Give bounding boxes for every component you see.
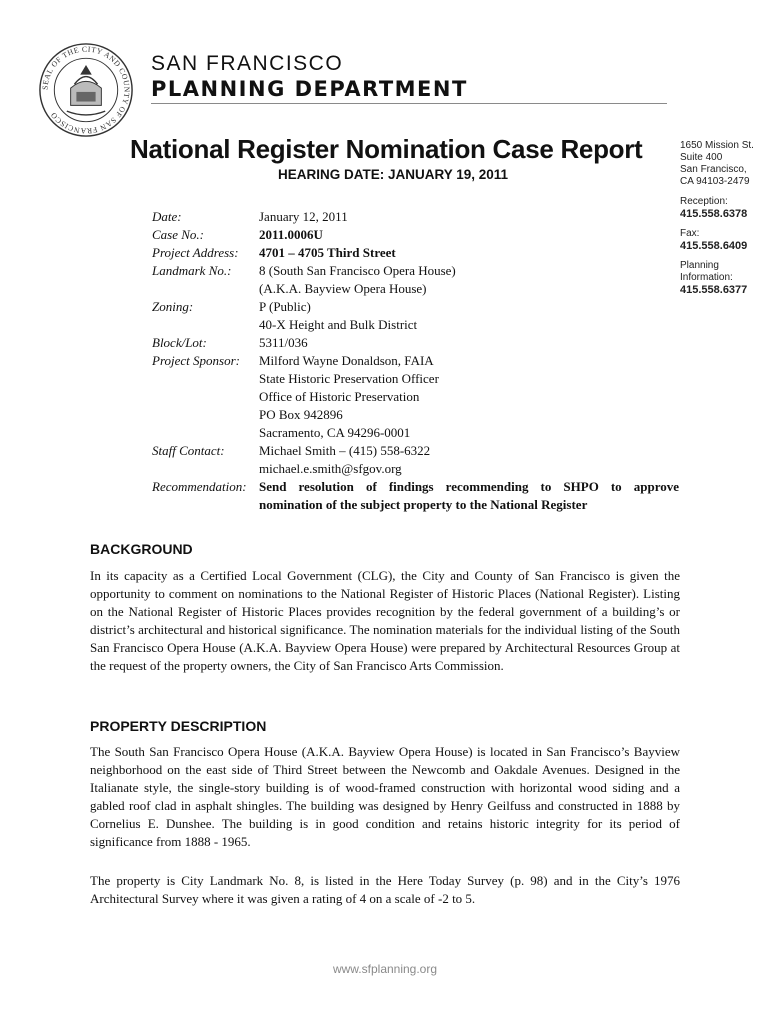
fax-contact <box>680 228 768 252</box>
property-description-heading: PROPERTY DESCRIPTION <box>90 718 267 734</box>
case-value: 2011.0006U <box>259 227 323 242</box>
sponsor-line: State Historic Preservation Officer <box>259 371 439 386</box>
header-divider <box>151 103 667 104</box>
info-row-landmark <box>152 262 679 298</box>
department-name-line2: PLANNING DEPARTMENT <box>151 77 468 101</box>
info-row-sponsor <box>152 352 679 442</box>
info-row-zoning <box>152 298 679 334</box>
website-footer: www.sfplanning.org <box>332 962 438 976</box>
zoning-line: 40-X Height and Bulk District <box>259 317 418 332</box>
info-row-date <box>152 208 679 226</box>
case-info-table <box>152 208 679 514</box>
background-heading: BACKGROUND <box>90 541 193 557</box>
background-paragraph: In its capacity as a Certified Local Government (CLG), the City and County of San Francisco is given the opportunity to comment on nominations to the National Register of Historic Places (National Register). Listing on the National Register of Historic Places provides recognition by the federal government of a building’s or district’s architectural and historical significance. The nomination materials for the individual listing of the South San Francisco Opera House (A.K.A. Bayview Opera House) were prepared by Architectural Resources Group at the request of the property owners, the City of San Francisco Arts Commission. <box>90 568 680 673</box>
date-label: Date: <box>152 209 182 224</box>
recommendation-label: Recommendation: <box>152 479 247 494</box>
address-label: Project Address: <box>152 245 239 260</box>
info-row-recommendation <box>152 478 679 514</box>
sponsor-line: Sacramento, CA 94296-0001 <box>259 425 411 440</box>
landmark-line: 8 (South San Francisco Opera House) <box>259 263 456 278</box>
info-row-block <box>152 334 679 352</box>
property-description-paragraph: The South San Francisco Opera House (A.K.A. Bayview Opera House) is located in San Francisco’s Bayview neighborhood on the east side of Third Street between the Newcomb and Oakdale Avenues. Designed in the Italianate style, the single-story building is of wood-framed construction with horizontal wood siding and a gabled roof clad in asphalt shingles. The building was designed by Henry Geilfuss and constructed in 1888 by Cornelius E. Dunshee. The building is in good condition and retains historic integrity for its period of significance from 1888 - 1965. <box>90 744 680 849</box>
staff-value <box>259 442 679 478</box>
address-line: Suite 400 <box>680 152 723 163</box>
staff-email: michael.e.smith@sfgov.org <box>259 461 402 476</box>
info-row-staff <box>152 442 679 478</box>
zoning-value <box>259 298 679 334</box>
recommendation-value <box>259 478 679 514</box>
fax-number: 415.558.6409 <box>680 240 748 252</box>
planning-info-contact <box>680 260 768 296</box>
svg-text:SEAL OF THE CITY AND COUNTY OF: SEAL OF THE CITY AND COUNTY OF SAN FRANCISCO <box>40 44 132 136</box>
city-seal-logo <box>38 42 134 138</box>
sponsor-line: Office of Historic Preservation <box>259 389 420 404</box>
block-value: 5311/036 <box>259 335 308 350</box>
sponsor-line: PO Box 942896 <box>259 407 343 422</box>
fax-label: Fax: <box>680 228 700 239</box>
zoning-line: P (Public) <box>259 299 311 314</box>
case-label: Case No.: <box>152 227 204 242</box>
office-address <box>680 140 768 188</box>
address-line: San Francisco, <box>680 164 747 175</box>
report-title: National Register Nomination Case Report <box>130 134 643 164</box>
hearing-date: HEARING DATE: JANUARY 19, 2011 <box>278 167 509 182</box>
landmark-line: (A.K.A. Bayview Opera House) <box>259 281 427 296</box>
info-row-address <box>152 244 679 262</box>
recommendation-line: Send resolution of findings recommending to SHPO to approve <box>259 479 679 494</box>
info-row-case <box>152 226 679 244</box>
zoning-label: Zoning: <box>152 299 194 314</box>
sponsor-label: Project Sponsor: <box>152 353 240 368</box>
reception-phone: 415.558.6378 <box>680 208 748 220</box>
contact-sidebar <box>680 140 768 304</box>
information-label: Information: <box>680 272 733 283</box>
landmark-label: Landmark No.: <box>152 263 232 278</box>
planning-label: Planning <box>680 260 719 271</box>
address-line: 1650 Mission St. <box>680 140 754 151</box>
address-value: 4701 – 4705 Third Street <box>259 245 396 260</box>
department-name-line1: SAN FRANCISCO <box>151 52 344 75</box>
block-label: Block/Lot: <box>152 335 207 350</box>
sponsor-line: Milford Wayne Donaldson, FAIA <box>259 353 434 368</box>
recommendation-line: nomination of the subject property to the National Register <box>259 497 588 512</box>
planning-phone: 415.558.6377 <box>680 284 748 296</box>
sponsor-value <box>259 352 679 442</box>
reception-label: Reception: <box>680 196 728 207</box>
address-line: CA 94103-2479 <box>680 176 750 187</box>
reception-contact <box>680 196 768 220</box>
date-value: January 12, 2011 <box>259 209 348 224</box>
staff-line: Michael Smith – (415) 558-6322 <box>259 443 431 458</box>
property-landmark-paragraph: The property is City Landmark No. 8, is listed in the Here Today Survey (p. 98) and in the City’s 1976 Architectural Survey where it was given a rating of 4 on a scale of -2 to 5. <box>90 873 680 906</box>
landmark-value <box>259 262 679 298</box>
staff-label: Staff Contact: <box>152 443 225 458</box>
